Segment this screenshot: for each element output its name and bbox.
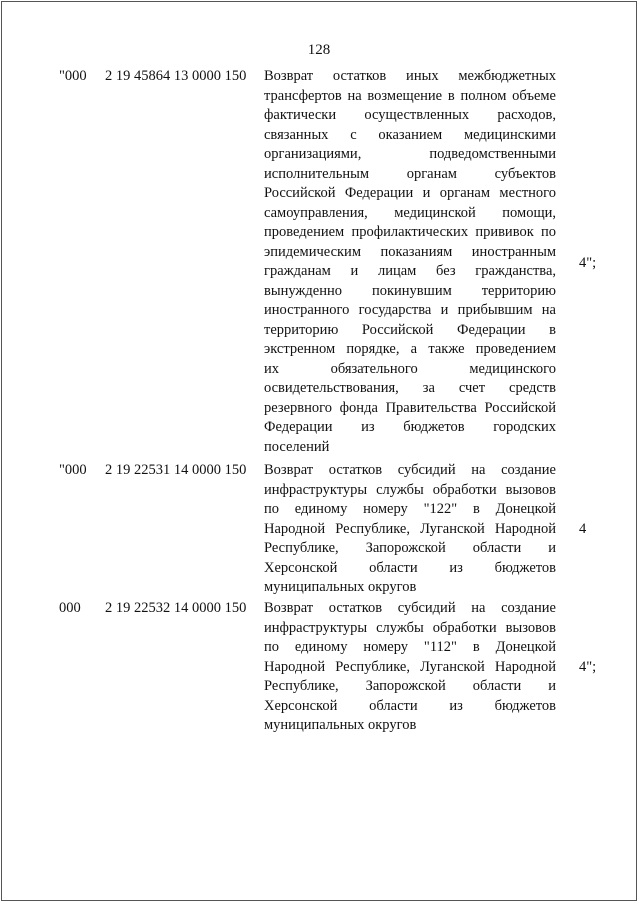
description-line: поселений	[264, 438, 330, 455]
description-line: эпидемическим показаниям иностранным	[264, 243, 556, 260]
code-cell	[59, 599, 254, 619]
description-line: Российской Федерации и органам местного	[264, 185, 556, 201]
description-line: гражданам и лицам без гражданства,	[264, 263, 556, 279]
value-cell: 4	[579, 521, 587, 537]
description-line: вынужденно покинувшим территорию	[264, 282, 556, 299]
code-cell	[59, 67, 254, 87]
budget-code: 2 19 22532 14 0000 150	[105, 600, 247, 616]
admin-code: "000	[59, 68, 87, 84]
description-line: по единому номеру "112" в Донецкой	[264, 639, 556, 655]
description-line: Федерации из бюджетов городских	[264, 419, 556, 435]
description-line: муниципальных округов	[264, 717, 417, 733]
document-page	[1, 1, 637, 901]
description-line: инфраструктуры службы обработки вызовов	[264, 481, 556, 498]
description-line: Херсонской области из бюджетов	[264, 697, 556, 714]
description-line: резервного фонда Правительства Российской	[264, 399, 556, 416]
description-line: проведением профилактических прививок по	[264, 224, 556, 240]
page-number: 128	[307, 42, 331, 58]
description-line: по единому номеру "122" в Донецкой	[264, 501, 556, 517]
description-line: Народной Республике, Луганской Народной	[264, 658, 556, 675]
description-line: организациями, подведомственными	[264, 146, 556, 162]
description-line: фактически осуществленных расходов,	[264, 107, 556, 123]
description-line: Возврат остатков субсидий на создание	[264, 462, 556, 478]
description-line: Возврат остатков субсидий на создание	[264, 600, 556, 616]
admin-code: "000	[59, 462, 87, 478]
code-cell	[59, 461, 254, 481]
description-line: Республике, Запорожской области и	[264, 540, 556, 556]
description-line: территорию Российской Федерации в	[264, 321, 556, 338]
description-line: иностранного государства и прибывшим на	[264, 302, 556, 318]
description-line: их обязательного медицинского	[264, 360, 556, 377]
description-line: Народной Республике, Луганской Народной	[264, 520, 556, 537]
admin-code: 000	[59, 600, 81, 616]
description-line: исполнительным органам субъектов	[264, 165, 556, 182]
description-cell	[264, 461, 556, 598]
description-line: Республике, Запорожской области и	[264, 678, 556, 694]
description-line: связанных с оказанием медицинскими	[264, 126, 556, 143]
budget-code: 2 19 22531 14 0000 150	[105, 462, 247, 478]
description-line: муниципальных округов	[264, 579, 417, 595]
description-line: самоуправления, медицинской помощи,	[264, 204, 556, 221]
description-line: инфраструктуры службы обработки вызовов	[264, 619, 556, 636]
description-line: Возврат остатков иных межбюджетных	[264, 68, 556, 84]
value-cell: 4";	[579, 659, 597, 675]
description-line: экстренном порядке, а также проведением	[264, 341, 556, 357]
value-cell: 4";	[579, 255, 597, 271]
budget-code: 2 19 45864 13 0000 150	[105, 68, 247, 84]
description-line: освидетельствования, за счет средств	[264, 380, 556, 396]
description-line: трансфертов на возмещение в полном объеме	[264, 87, 556, 104]
description-cell	[264, 67, 556, 457]
description-line: Херсонской области из бюджетов	[264, 559, 556, 576]
description-cell	[264, 599, 556, 736]
